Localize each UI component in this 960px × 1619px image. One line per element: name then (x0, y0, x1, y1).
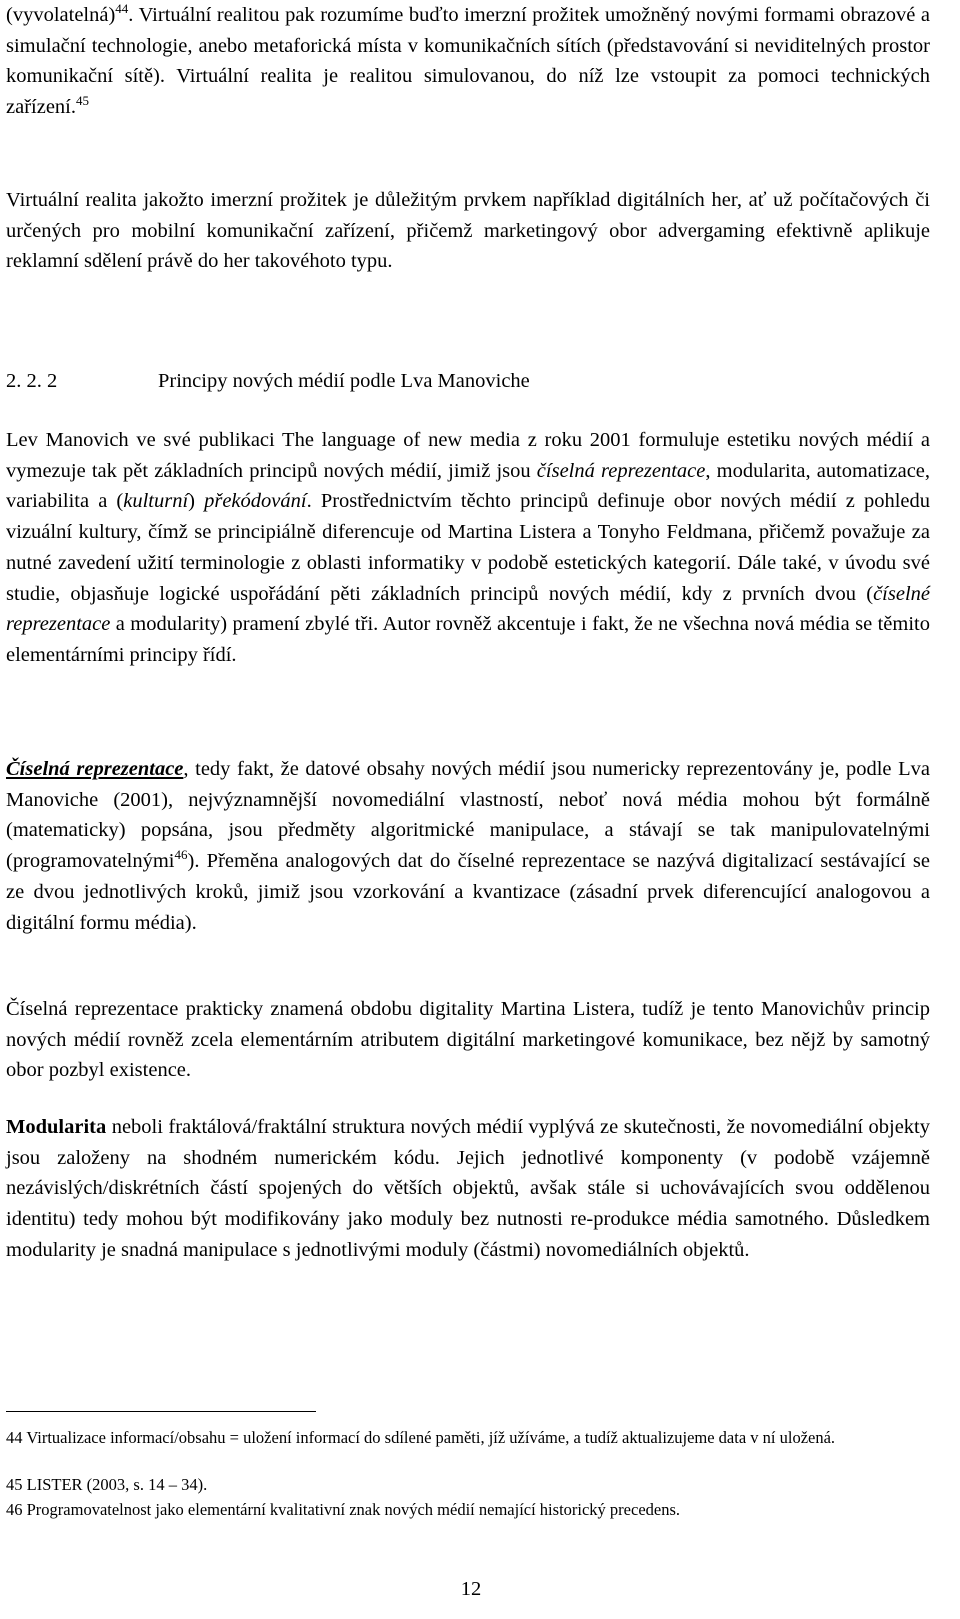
footnote-ref-45[interactable]: 45 (76, 93, 89, 109)
term-numerical-representation: Číselná reprezentace (6, 758, 184, 780)
page-number: 12 (460, 1578, 482, 1600)
footnote-separator (6, 1411, 316, 1412)
footnote-46: 46 Programovatelnost jako elementární kvalitativní znak nových médií nemající historický precedens. (6, 1500, 681, 1519)
paragraph-modularity: Modularita neboli fraktálová/fraktální struktura nových médií vyplývá ze skutečnosti, že novomediální objekty jsou založeny na shodném numerickém kódu. Jejich jednotlivé komponenty (v podobě vzájemně nezávislých/diskrétních částí spojených do větších objektů, avšak stále si uchovávajících svou oddělenou identitu) tedy mohou být modifikovány jako moduly bez nutnosti re-produkce média samotného. Důsledkem modularity je snadná manipulace s jednotlivými moduly (částmi) novomediálních objektů. (6, 1116, 930, 1261)
paragraph-manovich-principles: Lev Manovich ve své publikaci The language of new media z roku 2001 formuluje estetiku nových médií a vymezuje tak pět základních principů nových médií, jimiž jsou číselná reprezentace, modularita, automatizace, variabilita a (kulturní) překódování. Prostřednictvím těchto principů definuje obor nových médií z pohledu vizuální kultury, čímž se principiálně diferencuje od Martina Listera a Tonyho Feldmana, přičemž považuje za nutné zavedení užití terminologie z oblasti informatiky v podobě estetických kategorií. Dále také, v úvodu své studie, objasňuje logické uspořádání pěti základních principů nových médií, kdy z prvních dvou (číselné reprezentace a modularity) pramení zbylé tři. Autor rovněž akcentuje i fakt, že ne všechna nová média se těmito elementárními principy řídí. (6, 429, 931, 666)
paragraph-virtual-reality-games: Virtuální realita jakožto imerzní prožitek je důležitým prvkem například digitálních her, ať už počítačových či určených pro mobilní komunikační zařízení, přičemž marketingový obor advergaming efektivně aplikuje reklamní sdělení právě do her takovéhoto typu. (6, 189, 930, 273)
section-heading (6, 366, 530, 396)
section-title: Principy nových médií podle Lva Manoviche (158, 370, 530, 392)
footnote-45: 45 LISTER (2003, s. 14 – 34). (6, 1475, 208, 1494)
term-modularity: Modularita (6, 1116, 107, 1138)
footnote-44: 44 Virtualizace informací/obsahu = uložení informací do sdílené paměti, jíž užíváme, a tudíž aktualizujeme data v ní uložená. (6, 1428, 836, 1447)
paragraph-numerical-representation-practice: Číselná reprezentace prakticky znamená obdobu digitality Martina Listera, tudíž je tento Manovichův princip nových médií rovněž zcela elementárním atributem digitální marketingové komunikace, bez nějž by samotný obor pozbyl existence. (6, 998, 930, 1082)
footnote-ref-46[interactable]: 46 (174, 847, 188, 863)
section-number: 2. 2. 2 (6, 370, 58, 392)
paragraph-numerical-representation: Číselná reprezentace, tedy fakt, že datové obsahy nových médií jsou numericky reprezentovány je, podle Lva Manoviche (2001), nejvýznamnější novomediální vlastností, neboť nová média mohou být formálně (matematicky) popsána, jsou předměty algoritmické manipulace, a stávají se tak manipulovatelnými (programovatelnými$^{46}$). Přeměna analogových dat do číselné reprezentace se nazývá digitalizací sestávající se ze dvou jednotlivých kroků, jimiž jsou vzorkování a kvantizace (zásadní prvek diferencující analogovou a digitální formu média). (6, 758, 930, 934)
footnote-ref-44[interactable]: 44 (115, 1, 129, 17)
paragraph-virtual-reality-definition: (vyvolatelná)$^{44}$. Virtuální realitou pak rozumíme buďto imerzní prožitek umožněný novými formami obrazové a simulační technologie, anebo metaforická místa v komunikačních sítích (představování si neviditelných prostor komunikační sítě). Virtuální realita je realitou simulovanou, do níž lze vstoupit za pomoci technických zařízení.$^{45}$ (6, 1, 930, 119)
